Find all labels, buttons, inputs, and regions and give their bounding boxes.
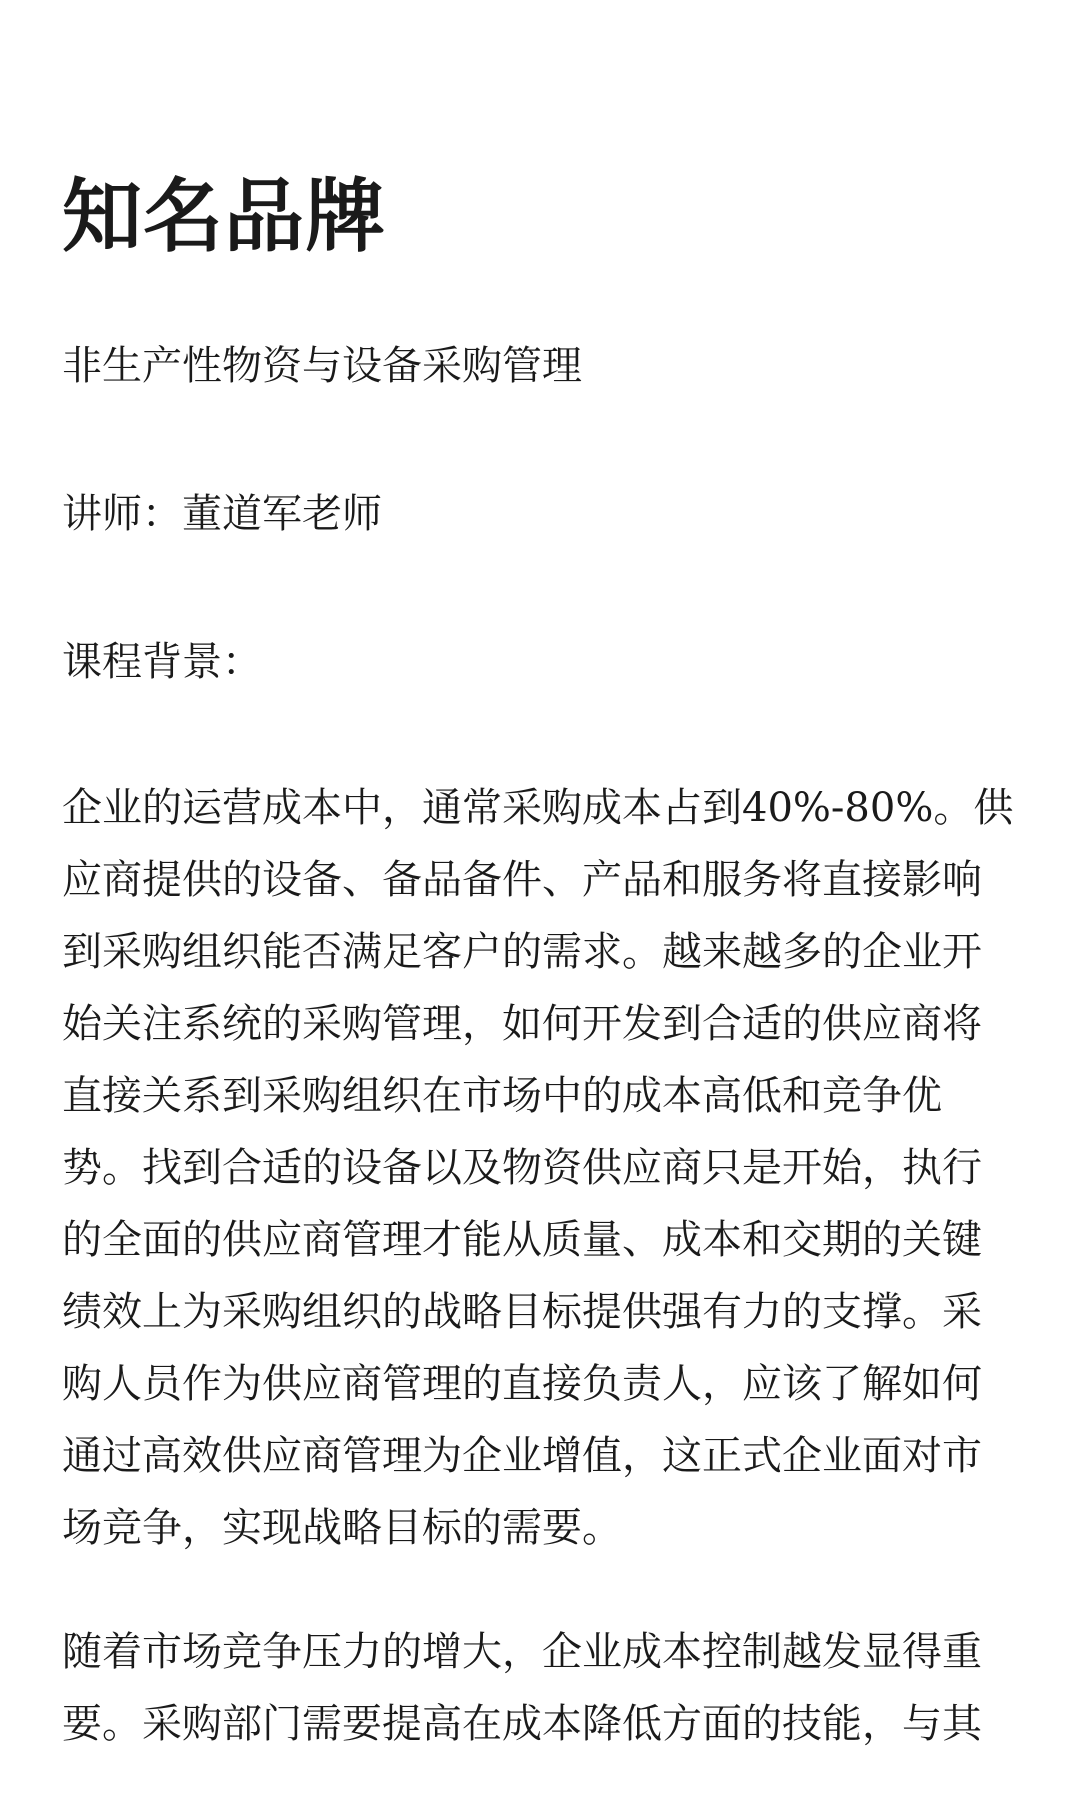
paragraph-line: 应商提供的设备、备品备件、产品和服务将直接影响	[62, 857, 982, 903]
paragraph-line: 直接关系到采购组织在市场中的成本高低和竞争优	[62, 1073, 942, 1119]
paragraph-line: 通过高效供应商管理为企业增值，这正式企业面对市	[62, 1433, 982, 1479]
lecturer-line: 讲师：董道军老师	[62, 491, 382, 537]
course-subtitle: 非生产性物资与设备采购管理	[62, 343, 582, 389]
paragraph-line: 到采购组织能否满足客户的需求。越来越多的企业开	[62, 929, 982, 975]
paragraph-line: 的全面的供应商管理才能从质量、成本和交期的关键	[62, 1217, 982, 1263]
background-paragraph-1	[62, 772, 1022, 1564]
background-paragraph-2	[62, 1616, 1022, 1760]
paragraph-line: 绩效上为采购组织的战略目标提供强有力的支撑。采	[62, 1289, 982, 1335]
paragraph-line: 随着市场竞争压力的增大，企业成本控制越发显得重	[62, 1629, 982, 1675]
page-title: 知名品牌	[62, 169, 386, 263]
paragraph-line: 购人员作为供应商管理的直接负责人，应该了解如何	[62, 1361, 982, 1407]
background-heading: 课程背景：	[62, 639, 262, 685]
paragraph-line: 始关注系统的采购管理，如何开发到合适的供应商将	[62, 1001, 982, 1047]
paragraph-line: 势。找到合适的设备以及物资供应商只是开始，执行	[62, 1145, 982, 1191]
paragraph-line: 要。采购部门需要提高在成本降低方面的技能，与其	[62, 1701, 982, 1747]
paragraph-line: 企业的运营成本中，通常采购成本占到40%-80%。供	[62, 785, 1014, 831]
paragraph-line: 场竞争，实现战略目标的需要。	[62, 1505, 622, 1551]
